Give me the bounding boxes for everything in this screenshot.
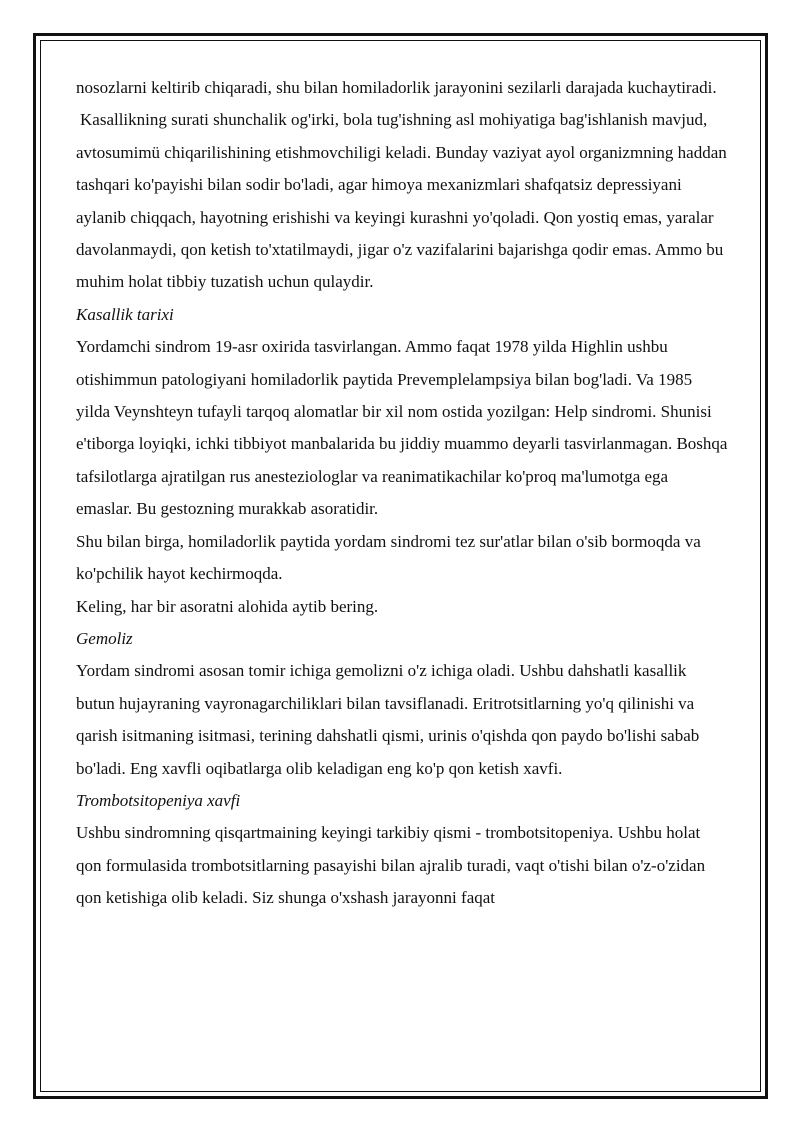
paragraph: Keling, har bir asoratni alohida aytib bering. xyxy=(76,596,379,616)
section-heading: Kasallik tarixi xyxy=(76,304,174,324)
paragraph: Shu bilan birga, homiladorlik paytida yordam sindromi tez sur'atlar bilan o'sib bormoqda va ko'pchilik hayot kechirmoqda. xyxy=(76,531,701,584)
section-heading: Gemoliz xyxy=(76,628,133,648)
section-heading: Trombotsitopeniya xavfi xyxy=(76,790,241,810)
paragraph: Kasallikning surati shunchalik og'irki, bola tug'ishning asl mohiyatiga bag'ishlanish mavjud, avtosumimü chiqarilishining etishmovchiligi keladi. Bunday vaziyat ayol organizmning haddan tashqari ko'payishi bilan sodir bo'ladi, agar himoya mexanizmlari shafqatsiz depressiyani aylanib chiqqach, hayotning erishishi va keyingi kurashni yo'qoladi. Qon yostiq emas, yaralar davolanmaydi, qon ketish to'xtatilmaydi, jigar o'z vazifalarini bajarishga qodir emas. Ammo bu muhim holat tibbiy tuzatish uchun qulaydir. xyxy=(76,110,727,292)
paragraph: Ushbu sindromning qisqartmaining keyingi tarkibiy qismi - trombotsitopeniya. Ushbu holat qon formulasida trombotsitlarning pasayishi bilan ajralib turadi, vaqt o'tishi bilan o'z-o'zidan qon ketishiga olib keladi. Siz shunga o'xshash jarayonni faqat xyxy=(76,823,706,908)
paragraph: Yordam sindromi asosan tomir ichiga gemolizni o'z ichiga oladi. Ushbu dahshatli kasallik butun hujayraning vayronagarchiliklari bilan tavsiflanadi. Eritrotsitlarning yo'q qilinishi va qarish isitmaning isitmasi, terining dahshatli qismi, urinis o'qishda qon paydo bo'lishi sabab bo'ladi. Eng xavfli oqibatlarga olib keladigan eng ko'p qon ketish xavfi. xyxy=(76,661,700,778)
paragraph: nosozlarni keltirib chiqaradi, shu bilan homiladorlik jarayonini sezilarli darajada kuchaytiradi. xyxy=(76,78,717,97)
paragraph: Yordamchi sindrom 19-asr oxirida tasvirlangan. Ammo faqat 1978 yilda Highlin ushbu otishimmun patologiyani homiladorlik paytida Prevemplelampsiya bilan bog'ladi. Va 1985 yilda Veynshteyn tufayli tarqoq alomatlar bir xil nom ostida yozilgan: Help sindromi. Shunisi e'tiborga loyiqki, ichki tibbiyot manbalarida bu jiddiy muammo deyarli tasvirlanmagan. Boshqa tafsilotlarga ajratilgan rus anesteziologlar va reanimatikachilar ko'proq ma'lumotga ega emaslar. Bu gestozning murakkab asoratidir. xyxy=(76,337,728,519)
document-body xyxy=(76,72,728,915)
